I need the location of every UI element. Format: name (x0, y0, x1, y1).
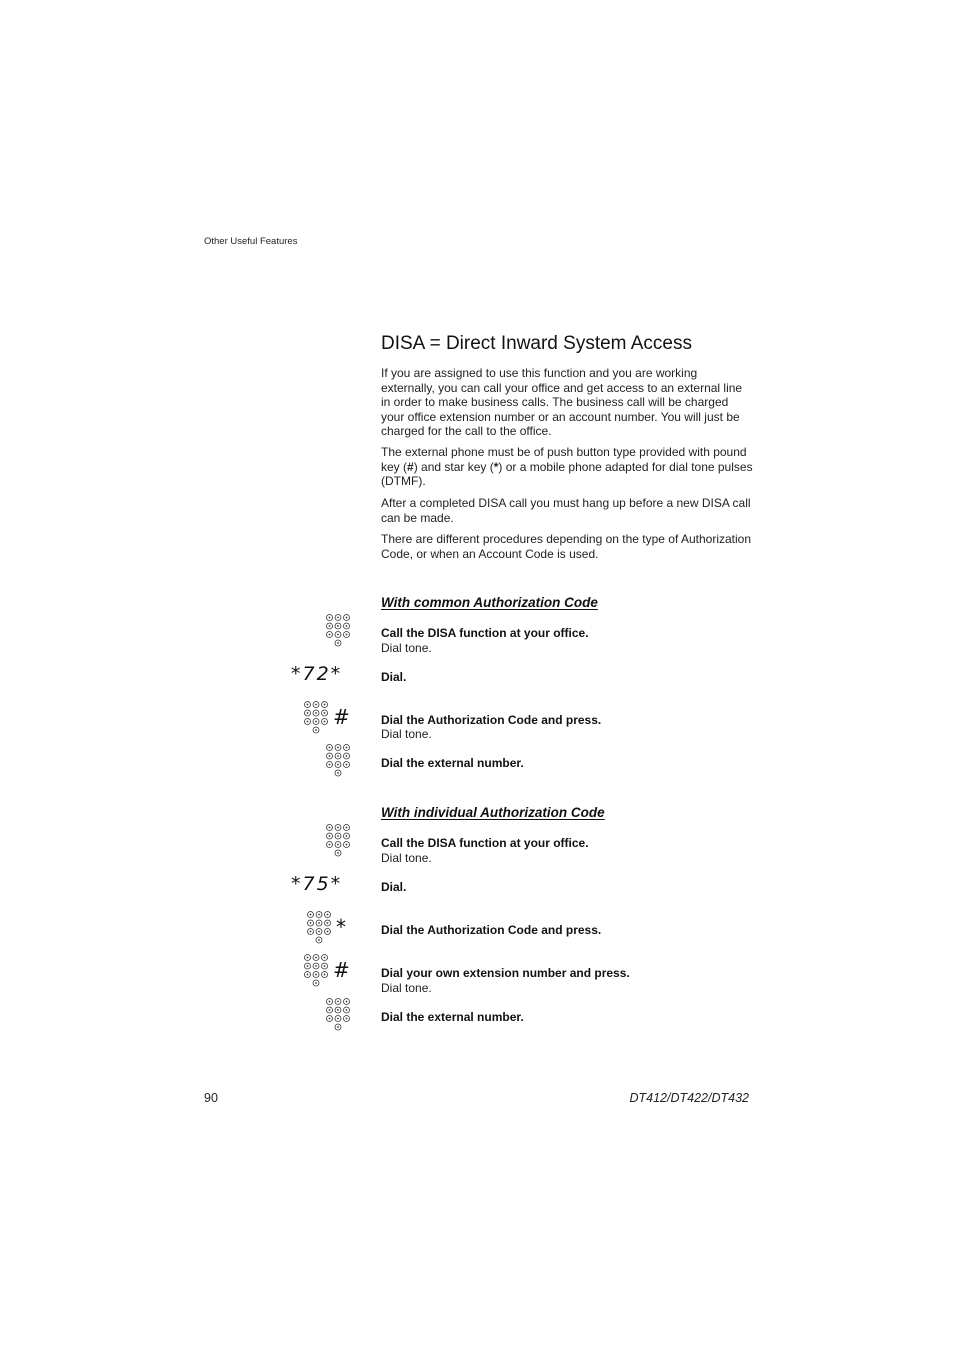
star-key-icon: * (336, 915, 346, 939)
individual-step2-instruction: Dial. (381, 880, 407, 894)
keypad-icon (307, 911, 331, 944)
keypad-icon (326, 614, 350, 647)
dial-code-72: *72* (291, 663, 343, 685)
keypad-icon (304, 701, 328, 734)
intro-paragraph-3: After a completed DISA call you must hang up before a new DISA call can be made. (381, 496, 751, 525)
star-key-icon: * (493, 459, 499, 474)
common-step3-instruction: Dial the Authorization Code and press. (381, 713, 602, 727)
individual-step1-response: Dial tone. (381, 851, 432, 865)
individual-step1-instruction: Call the DISA function at your office. (381, 836, 589, 850)
individual-step4-instruction: Dial your own extension number and press. (381, 966, 630, 980)
hash-key-icon: # (407, 459, 414, 474)
page-title: DISA = Direct Inward System Access (381, 333, 692, 354)
page-number: 90 (204, 1091, 218, 1105)
keypad-icon (304, 954, 328, 987)
keypad-icon (326, 998, 350, 1031)
common-step4-instruction: Dial the external number. (381, 756, 524, 770)
common-step3-response: Dial tone. (381, 727, 432, 741)
hash-key-icon: # (333, 705, 350, 729)
model-name: DT412/DT422/DT432 (629, 1091, 749, 1105)
common-step2-instruction: Dial. (381, 670, 407, 684)
section-heading-individual: With individual Authorization Code (381, 805, 605, 820)
common-step1-response: Dial tone. (381, 641, 432, 655)
common-step1-instruction: Call the DISA function at your office. (381, 626, 589, 640)
individual-step4-response: Dial tone. (381, 981, 432, 995)
section-heading-common: With common Authorization Code (381, 595, 598, 610)
dial-code-75: *75* (291, 873, 343, 895)
individual-step5-instruction: Dial the external number. (381, 1010, 524, 1024)
hash-key-icon: # (333, 958, 350, 982)
intro-paragraph-1: If you are assigned to use this function and you are working externally, you can call your office and get access to an external line in order to make business calls. The business call will be charged your office extension number or an account number. You will just be charged for the call to the office. (381, 366, 743, 438)
keypad-icon (326, 824, 350, 857)
individual-step3-instruction: Dial the Authorization Code and press. (381, 923, 602, 937)
keypad-icon (326, 744, 350, 777)
running-header: Other Useful Features (204, 236, 298, 247)
intro-paragraph-4: There are different procedures depending on the type of Authorization Code, or when an Account Code is used. (381, 532, 752, 561)
intro-paragraph-2: The external phone must be of push button type provided with pound key (#) and star key (*) or a mobile phone adapted for dial tone pulses (DTMF). (381, 445, 753, 488)
